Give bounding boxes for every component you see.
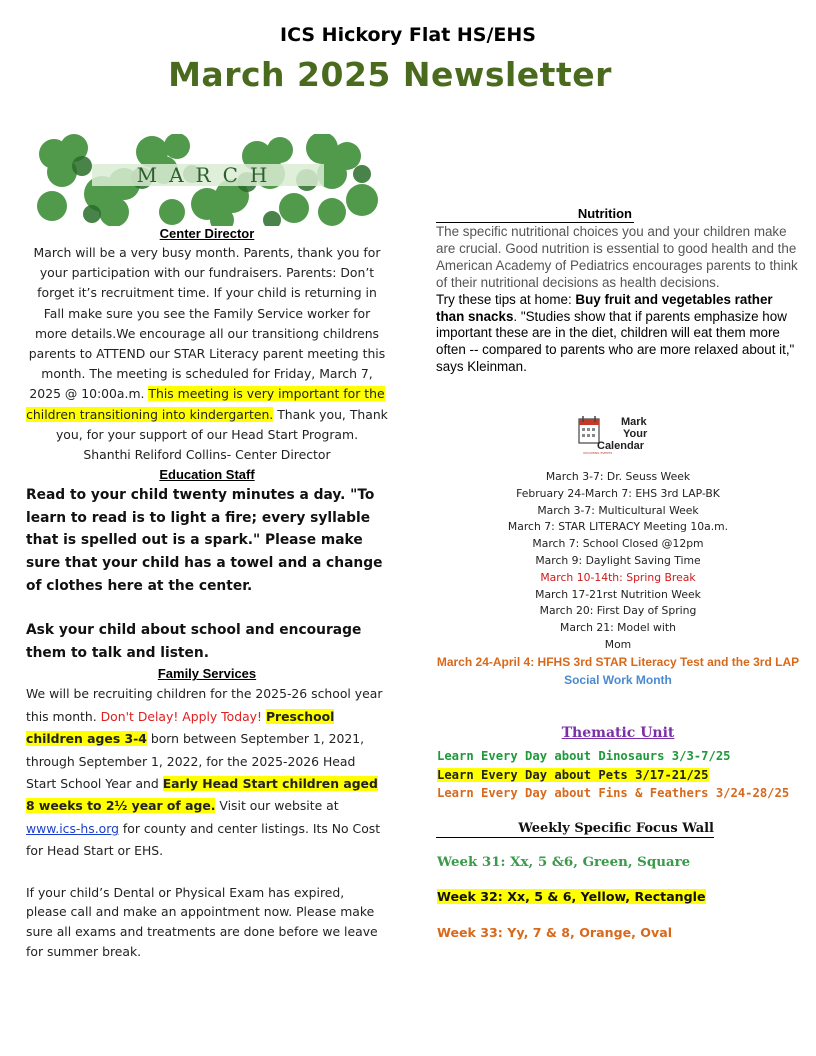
website-link[interactable]: www.ics-hs.org: [26, 820, 119, 836]
nutrition-heading: Nutrition: [436, 205, 634, 223]
center-director-signature: Shanthi Reliford Collins- Center Director: [83, 447, 331, 463]
calendar-event-social-work: Social Work Month: [564, 672, 672, 687]
calendar-event: March 9: Daylight Saving Time: [535, 553, 701, 567]
thematic-unit-list: [437, 747, 807, 803]
education-message: [26, 484, 388, 664]
calendar-event: March 3-7: Multicultural Week: [537, 503, 699, 517]
family-services-message: [26, 683, 388, 862]
nutrition-tips-bold: Buy fruit and vegetables rather than snacks: [436, 291, 773, 324]
center-director-message: [26, 243, 388, 465]
nutrition-section: [436, 205, 800, 376]
calendar-event: March 20: First Day of Spring: [539, 604, 697, 618]
calendar-event: March 7: School Closed @12pm: [532, 537, 704, 551]
eligibility-text: born between September 1, 2021, through September 1, 2022, for the 2025-2026 Head Start School Year and: [26, 731, 365, 792]
focus-week-31: Week 31: Xx, 5 &6, Green, Square: [437, 854, 691, 870]
logo-word-mark: Mark: [621, 416, 647, 428]
apply-today-text: Don't Delay! Apply Today!: [100, 708, 262, 724]
banner-word: MARCH: [136, 163, 280, 187]
left-column: [26, 225, 388, 962]
calendar-event: February 24-March 7: EHS 3rd LAP-BK: [516, 486, 720, 500]
calendar-event: March 7: STAR LITERACY Meeting 10a.m.: [507, 520, 729, 534]
website-intro-text: Visit our website at: [215, 798, 339, 814]
center-director-text: March will be a very busy month. Parents, thank you for your participation with our fundraisers. Parents: Don’t forget it’s recruitment time. If your child is returning in Fall make sure you see the Family Service worker for more details.We encourage all our transitiong childrens parents to ATTEND our STAR Literacy parent meeting this month. The meeting is scheduled for Friday, March 7, 2025 @ 10:00a.m.: [28, 245, 386, 402]
center-director-thanks: Thank you, Thank you, for your support of our Head Start Program.: [55, 406, 388, 442]
early-head-start-text: Early Head Start children aged 8 weeks to 2½ year of age.: [26, 776, 378, 814]
organization-name: ICS Hickory Flat HS/EHS: [280, 24, 536, 46]
listings-text: for county and center listings. Its No Cost for Head Start or EHS.: [26, 820, 381, 859]
family-services-heading: Family Services: [157, 666, 257, 682]
mark-your-calendar-logo: [577, 413, 659, 455]
logo-word-your: Your: [623, 428, 648, 440]
calendar-icon: [577, 413, 659, 455]
logo-tagline: UPCOMING EVENTS: [583, 451, 613, 455]
calendar-event: March 3-7: Dr. Seuss Week: [545, 470, 691, 483]
focus-week-33: Week 33: Yy, 7 & 8, Orange, Oval: [437, 925, 673, 940]
center-director-heading: Center Director: [159, 226, 255, 241]
recruiting-text: We will be recruiting children for the 2025-26 school year this month.: [26, 686, 383, 724]
nutrition-tips: [436, 292, 800, 377]
education-staff-heading: Education Staff: [159, 467, 255, 483]
march-shamrock-banner: [32, 134, 384, 226]
calendar-events: [436, 469, 800, 689]
calendar-event: Mom: [604, 637, 632, 651]
calendar-event: March 21: Model with: [560, 621, 676, 635]
logo-word-calendar: Calendar: [597, 440, 645, 452]
shamrock-banner-image: [32, 134, 384, 226]
focus-wall-heading: Weekly Specific Focus Wall: [436, 820, 714, 838]
dental-exam-notice: If your child’s Dental or Physical Exam has expired, please call and make an appointment now. Please make sure all exams and treatments are done before we leave for summer break.: [26, 884, 378, 960]
calendar-event-spring-break: March 10-14th: Spring Break: [540, 570, 696, 584]
education-reading-tip: Read to your child twenty minutes a day. "To learn to read is to light a fire; every syllable that is spelled out is a spark." Please make sure that your child has a towel and a change of clothes here at the center.: [26, 487, 383, 594]
education-talk-tip: Ask your child about school and encourage them to talk and listen.: [26, 622, 362, 661]
calendar-event: March 17-21rst Nutrition Week: [535, 587, 701, 601]
newsletter-title: March 2025 Newsletter: [168, 55, 612, 94]
preschool-ages-text: Preschool children ages 3-4: [26, 708, 335, 747]
thematic-unit-heading: Thematic Unit: [561, 725, 675, 741]
nutrition-tips-intro: Try these tips at home:: [436, 291, 576, 307]
nutrition-body: The specific nutritional choices you and your children make are crucial. Good nutrition is essential to good health and the American Academy of Pediatrics encourages parents to think of their nutritional decisions as health decisions.: [436, 224, 798, 290]
thematic-item-dinosaurs: Learn Every Day about Dinosaurs 3/3-7/25: [437, 749, 731, 763]
calendar-event-star-test: March 24-April 4: HFHS 3rd STAR Literacy Test and the 3rd LAP: [436, 654, 800, 669]
thematic-item-pets: Learn Every Day about Pets 3/17-21/25: [437, 767, 709, 782]
center-director-highlight: This meeting is very important for the children transitioning into kindergarten.: [26, 386, 385, 422]
nutrition-tips-rest: . "Studies show that if parents emphasize how important these are in the diet, children will eat them more often -- compared to parents who are more relaxed about it," says Kleinman.: [436, 308, 795, 375]
thematic-item-fins-feathers: Learn Every Day about Fins & Feathers 3/24-28/25: [437, 786, 790, 801]
focus-week-32: Week 32: Xx, 5 & 6, Yellow, Rectangle: [437, 889, 706, 904]
